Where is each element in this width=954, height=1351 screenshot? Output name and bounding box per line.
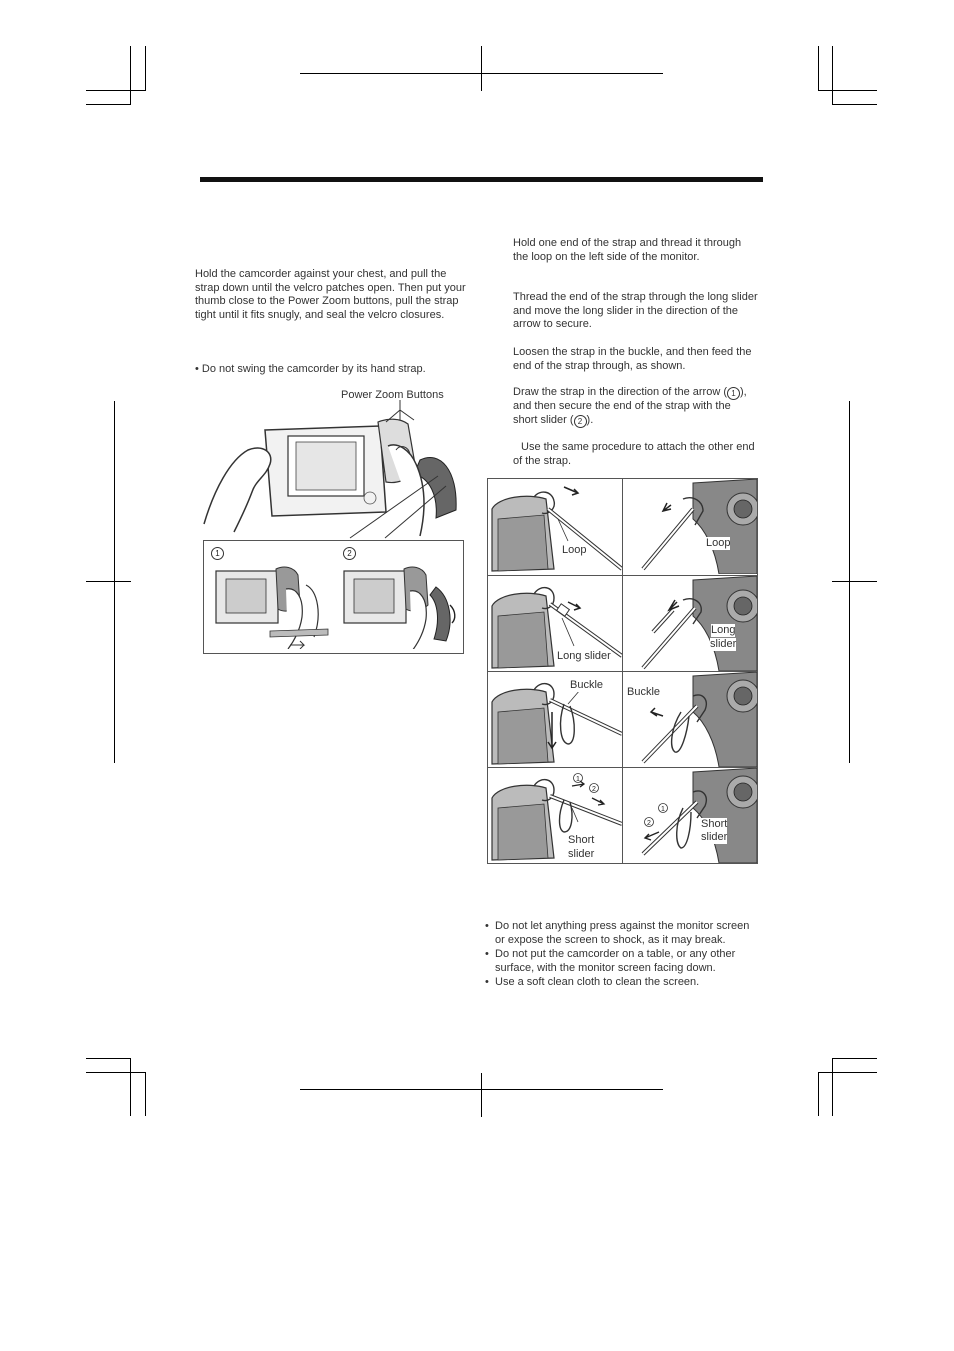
- loop-label: Loop: [562, 544, 587, 556]
- long-label: Long: [711, 624, 736, 636]
- long-slider-label: Long slider: [557, 650, 611, 662]
- step-marker-2: 2: [574, 415, 587, 428]
- velcro-step-2-illustration: [338, 561, 460, 649]
- strap-diagram-2b: [623, 576, 757, 671]
- strap-step-5: Use the same procedure to attach the other end of the strap.: [513, 441, 755, 467]
- buckle-label: Buckle: [570, 679, 604, 691]
- hand-strap-caution: • Do not swing the camcorder by its hand strap.: [195, 363, 426, 375]
- svg-text:2: 2: [592, 786, 596, 793]
- strap-step-4: Draw the strap in the direction of the arrow ( 1 ), and then secure the end of the strap with the short slider ( 2 ).: [513, 386, 747, 426]
- header-rule: [200, 177, 763, 182]
- list-item: • Do not put the camcorder on a table, or any other surface, with the monitor screen facing down.: [485, 948, 757, 975]
- loop-label: Loop: [706, 537, 731, 549]
- strap-step-2: Thread the end of the strap through the long slider and move the long slider in the direction of the arrow to secure.: [513, 291, 758, 330]
- strap-diagram-4b: [623, 768, 757, 863]
- monitor-care-notes: [485, 920, 757, 991]
- velcro-step-1-illustration: [210, 561, 332, 649]
- step-marker-2: 2: [343, 547, 356, 560]
- velcro-steps-inset: [203, 540, 464, 654]
- slider-label: slider: [701, 831, 728, 843]
- list-item: • Do not let anything press against the monitor screen or expose the screen to shock, as it may break.: [485, 920, 757, 947]
- strap-diagram-4a: [488, 768, 622, 863]
- shoulder-strap-figure: [487, 478, 758, 864]
- strap-diagram-1b: [623, 479, 757, 574]
- power-zoom-buttons-label: Power Zoom Buttons: [341, 389, 444, 401]
- svg-text:1: 1: [576, 776, 580, 783]
- svg-text:2: 2: [647, 820, 651, 827]
- slider-label: slider: [710, 638, 737, 650]
- hand-strap-instructions: Hold the camcorder against your chest, and pull the strap down until the velcro patches open. Then put your thumb close to the Power Zoom buttons, pull the strap tight until it fits snugly, and seal the velcro closures.: [195, 268, 466, 321]
- svg-text:1: 1: [661, 806, 665, 813]
- strap-diagram-1a: [488, 479, 622, 574]
- list-item: • Use a soft clean cloth to clean the screen.: [485, 976, 757, 990]
- buckle-label: Buckle: [627, 686, 661, 698]
- monitor-care-list: [485, 920, 757, 990]
- strap-step-3: Loosen the strap in the buckle, and then feed the end of the strap through, as shown.: [513, 346, 752, 372]
- step-marker-1: 1: [727, 387, 740, 400]
- camcorder-hand-grip-illustration: [200, 400, 466, 540]
- step-marker-1: 1: [211, 547, 224, 560]
- strap-step-1: Hold one end of the strap and thread it through the loop on the left side of the monitor.: [513, 237, 742, 263]
- slider-label: slider: [568, 848, 595, 860]
- short-label: Short: [568, 834, 595, 846]
- short-label: Short: [701, 818, 728, 830]
